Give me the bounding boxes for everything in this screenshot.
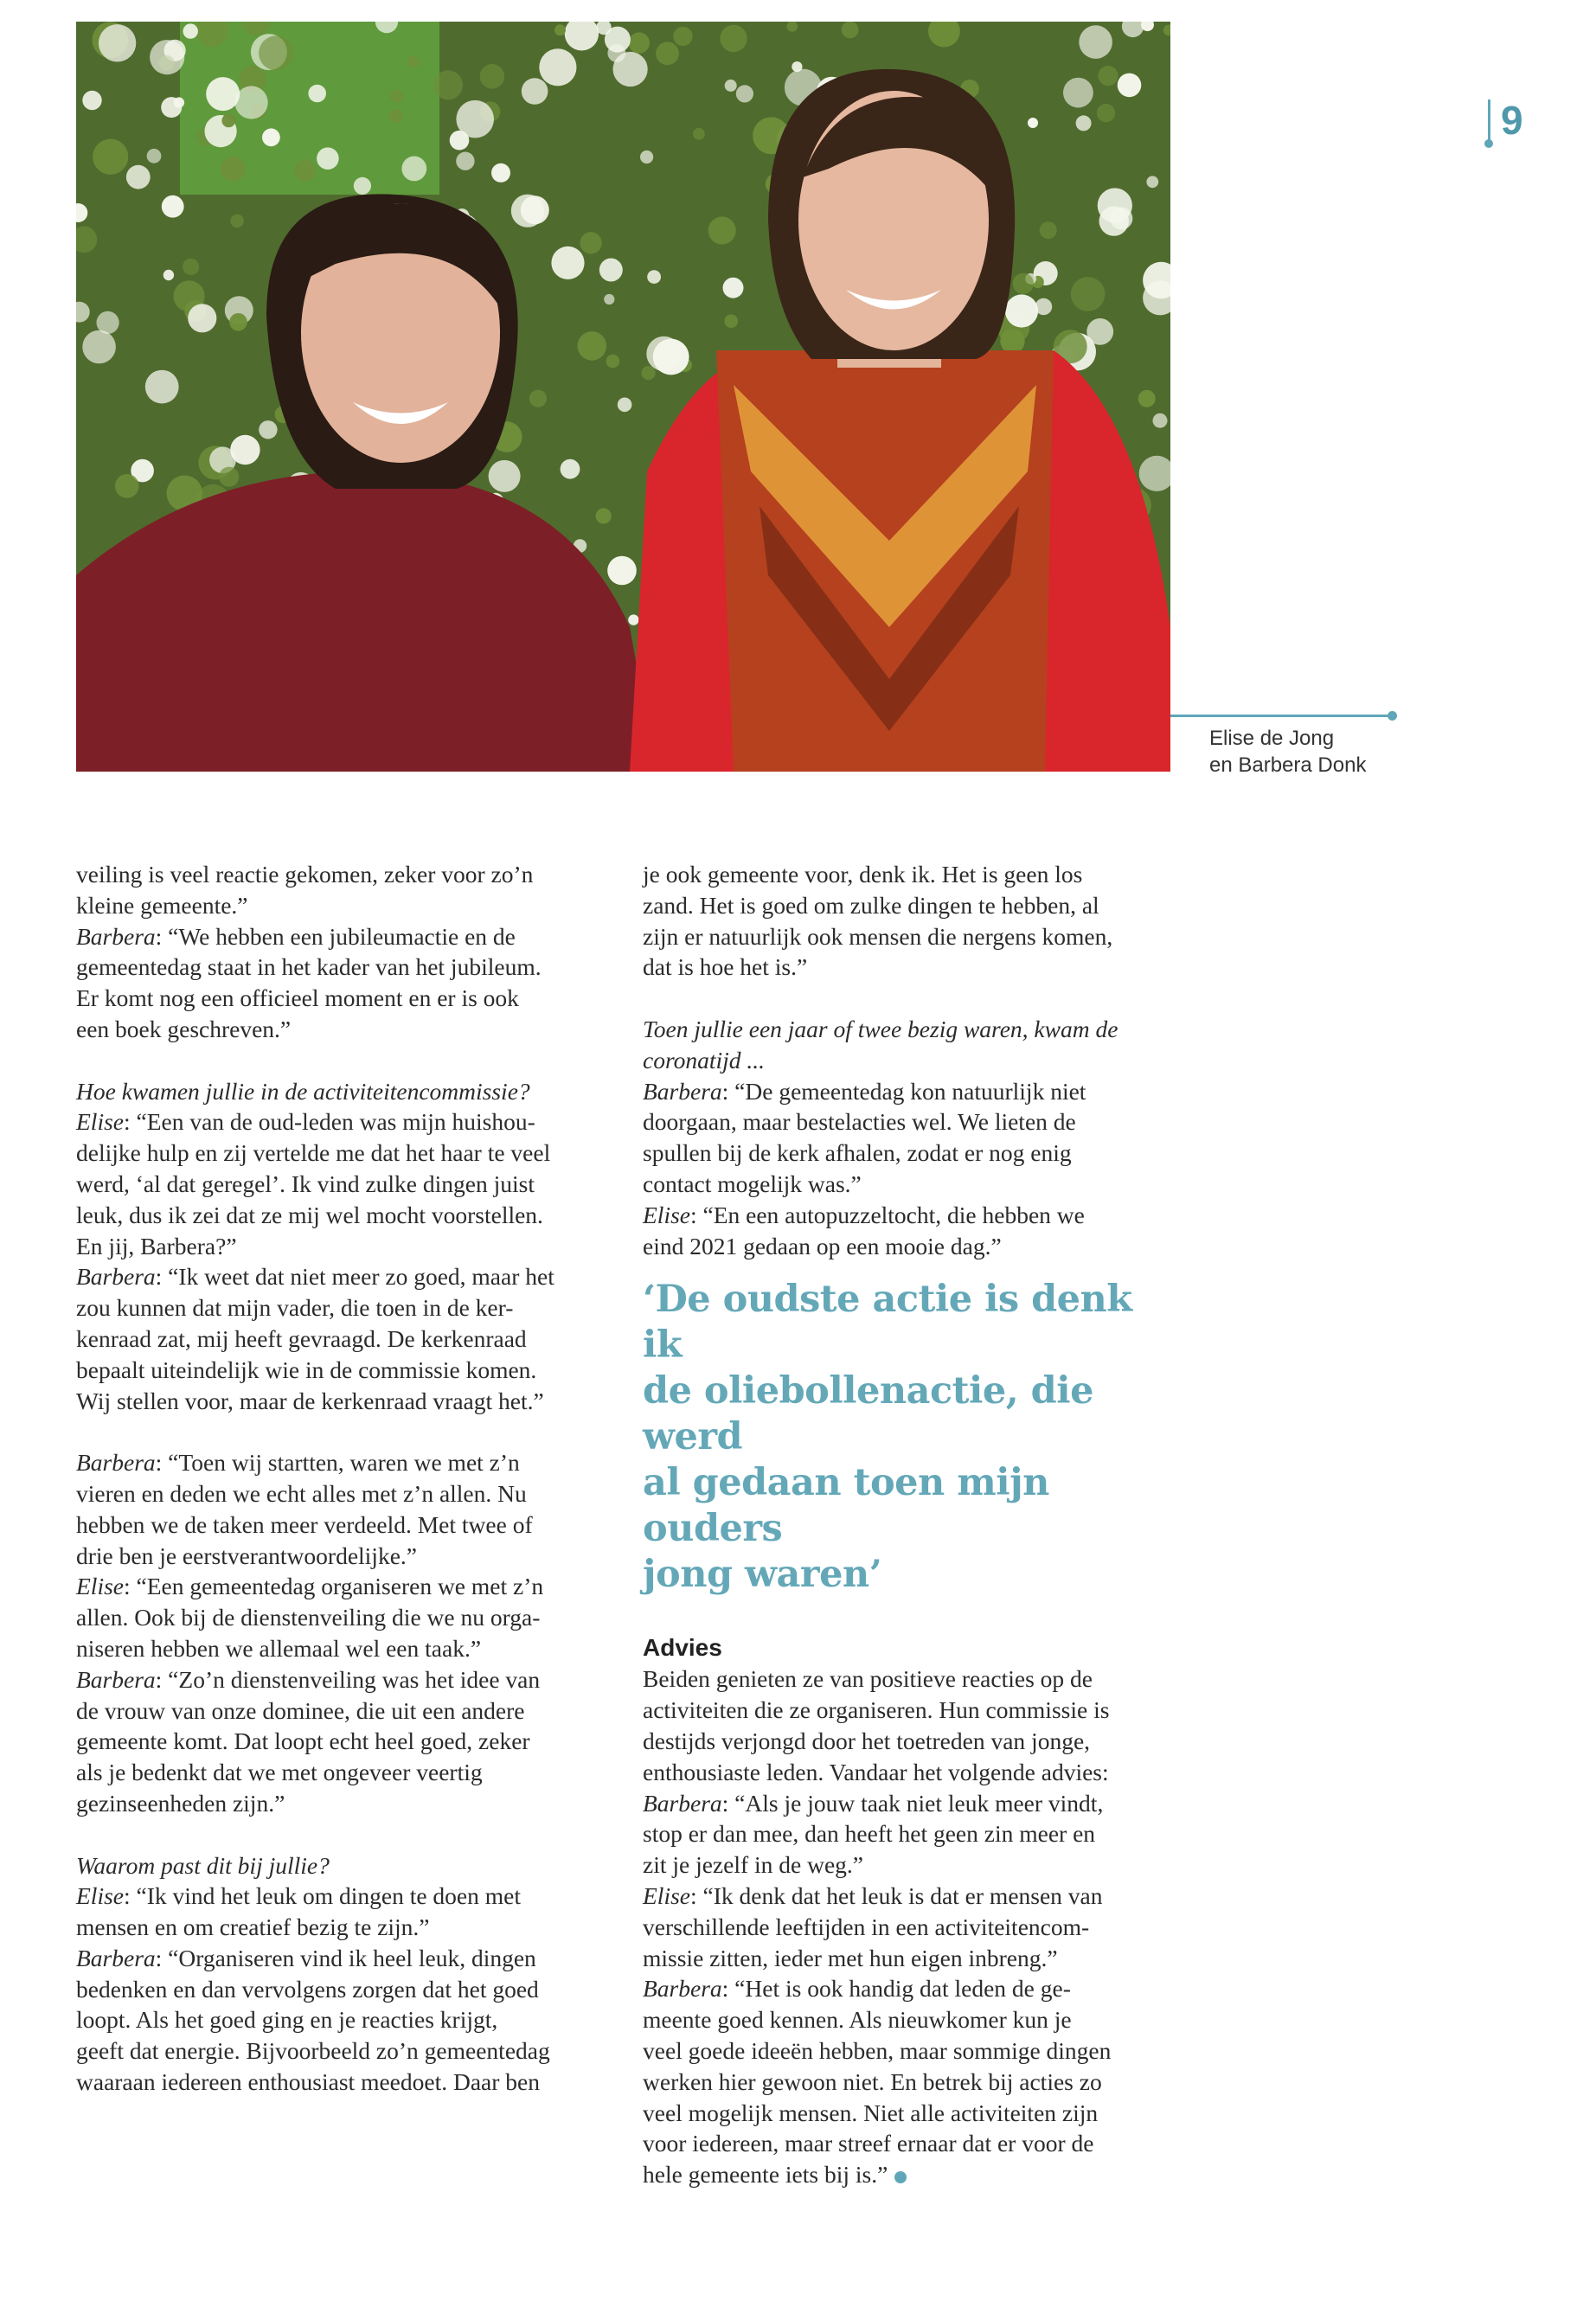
text-line	[76, 1757, 608, 1788]
speaker-name: Elise	[643, 1881, 690, 1909]
blossom-dot	[656, 42, 679, 65]
blossom-dot	[1028, 118, 1038, 128]
line-text: drie ben je eerstverantwoordelijke.”	[76, 1541, 417, 1569]
text-line	[643, 921, 1175, 952]
text-line	[76, 859, 608, 890]
blossom-dot	[162, 195, 184, 218]
speaker-name: Elise	[76, 1573, 124, 1600]
text-line	[76, 1355, 608, 1386]
blossom-dot	[229, 313, 247, 331]
line-text: Wij stellen voor, maar de kerkenraad vraagt het.”	[76, 1387, 544, 1414]
text-line	[643, 859, 1175, 890]
line-text: eind 2021 gedaan op een mooie dag.”	[643, 1232, 1002, 1259]
blossom-dot	[388, 109, 402, 123]
paragraph-gap	[76, 1819, 608, 1850]
speaker-name: Barbera	[76, 1665, 156, 1693]
blossom-dot	[554, 24, 566, 35]
line-text: veel goede ideeën hebben, maar sommige dingen	[643, 2036, 1112, 2064]
text-line	[643, 1849, 1175, 1881]
pull-quote	[643, 1277, 1175, 1598]
line-text: de vrouw van onze dominee, die uit een andere	[76, 1696, 525, 1724]
blossom-dot	[1146, 176, 1158, 188]
blossom-dot	[489, 460, 521, 492]
blossom-dot	[1079, 25, 1112, 59]
line-text: hele gemeente iets bij is.”	[643, 2161, 888, 2189]
text-line	[643, 2035, 1175, 2067]
text-line	[76, 2004, 608, 2035]
blossom-dot	[580, 232, 601, 253]
line-text: delijke hulp en zij vertelde me dat het haar te veel	[76, 1139, 551, 1167]
text-line	[76, 890, 608, 921]
blossom-dot	[262, 128, 280, 146]
text-line	[76, 1602, 608, 1633]
blossom-dot	[693, 128, 705, 140]
line-text: stop er dan mee, dan heeft het geen zin meer en	[643, 1820, 1096, 1848]
blossom-dot	[724, 314, 738, 328]
blossom-dot	[401, 157, 426, 182]
text-line	[643, 1788, 1175, 1819]
line-text: zou kunnen dat mijn vader, die toen in de ker-	[76, 1294, 514, 1322]
text-line	[643, 1912, 1175, 1943]
blossom-dot	[308, 85, 326, 103]
text-line	[76, 1943, 608, 1974]
text-line	[643, 2004, 1175, 2035]
blossom-dot	[163, 270, 174, 280]
speaker-name: Barbera	[643, 1789, 722, 1817]
text-line	[76, 1633, 608, 1664]
blossom-dot	[1086, 318, 1113, 345]
blossom-dot	[491, 163, 510, 183]
portrait-illustration	[76, 22, 1170, 772]
blossom-dot	[1000, 329, 1024, 353]
interview-question: Toen jullie een jaar of twee bezig waren, kwam de	[643, 1015, 1118, 1042]
blossom-dot	[647, 270, 661, 284]
text-line	[76, 1695, 608, 1727]
blossom-dot	[82, 91, 101, 110]
speaker-name: Barbera	[643, 1975, 722, 2003]
section-heading-advies: Advies	[643, 1634, 722, 1662]
blossom-dot	[736, 85, 753, 102]
caption-line-1: Elise de Jong	[1209, 727, 1335, 750]
interview-question: Hoe kwamen jullie in de activiteitencommissie?	[76, 1077, 530, 1105]
blossom-dot	[433, 70, 463, 99]
blossom-dot	[1076, 115, 1092, 131]
text-line	[76, 983, 608, 1014]
text-line	[643, 1231, 1175, 1262]
page-number-text: 9	[1501, 98, 1523, 143]
line-text: zit je jezelf in de weg.”	[643, 1851, 864, 1879]
line-text: gemeentedag staat in het kader van het jubileum.	[76, 953, 542, 981]
line-text: : “Organiseren vind ik heel leuk, dingen	[155, 1944, 536, 1971]
blossom-dot	[596, 508, 612, 523]
line-text: veel mogelijk mensen. Niet alle activiteiten zijn	[643, 2099, 1099, 2126]
blossom-dot	[1071, 277, 1106, 311]
speaker-name: Barbera	[76, 1263, 156, 1291]
blossom-dot	[1118, 74, 1142, 98]
interview-question: coronatijd ...	[643, 1046, 766, 1074]
blossom-dot	[480, 64, 505, 89]
line-text: doorgaan, maar bestelacties wel. We lieten de	[643, 1108, 1076, 1136]
blossom-dot	[1153, 413, 1168, 428]
speaker-name: Elise	[643, 1201, 690, 1228]
line-text: spullen bij de kerk afhalen, zodat er nog enig	[643, 1139, 1072, 1167]
text-line	[643, 1695, 1175, 1726]
blossom-dot	[653, 339, 689, 375]
line-text: : “Een van de oud-leden was mijn huishou-	[124, 1108, 535, 1136]
right-column-top-text	[643, 859, 1175, 1261]
blossom-dot	[174, 97, 184, 107]
text-line	[76, 1509, 608, 1541]
speaker-name: Elise	[76, 1882, 124, 1910]
text-line	[643, 1200, 1175, 1231]
text-line	[76, 952, 608, 983]
text-line	[76, 1106, 608, 1138]
text-line	[76, 1386, 608, 1417]
text-line	[643, 2067, 1175, 2098]
line-text: je ook gemeente voor, denk ik. Het is geen los	[643, 861, 1083, 888]
blossom-dot	[641, 366, 655, 380]
blossom-dot	[235, 86, 268, 119]
page-number	[1488, 95, 1523, 145]
blossom-dot	[1013, 273, 1034, 294]
text-line	[643, 1943, 1175, 1974]
blossom-dot	[629, 32, 650, 53]
blossom-dot	[317, 147, 339, 170]
text-line	[76, 1881, 608, 1912]
speaker-name: Barbera	[76, 922, 156, 950]
photo-caption	[1209, 725, 1434, 779]
blossom-dot	[230, 215, 244, 228]
line-text: missie zitten, ieder met hun eigen inbreng.”	[643, 1944, 1058, 1971]
blossom-dot	[673, 27, 692, 46]
line-text: bepaalt uiteindelijk wie in de commissie komen.	[76, 1356, 537, 1383]
line-text: mensen en om creatief bezig te zijn.”	[76, 1913, 430, 1941]
blossom-dot	[618, 398, 632, 413]
paragraph-gap	[643, 983, 1175, 1014]
line-text: werken hier gewoon niet. En betrek bij acties zo	[643, 2067, 1102, 2095]
line-text: : “Als je jouw taak niet leuk meer vindt,	[721, 1789, 1104, 1817]
blossom-dot	[456, 152, 474, 170]
blossom-dot	[93, 139, 128, 175]
line-text: : “Toen wij startten, waren we met z’n	[155, 1449, 520, 1477]
blossom-dot	[628, 614, 638, 625]
text-line	[643, 1169, 1175, 1200]
blossom-dot	[842, 22, 859, 38]
blossom-dot	[604, 294, 614, 304]
line-text: : “Zo’n dienstenveiling was het idee van	[155, 1665, 541, 1693]
text-line	[76, 1974, 608, 2005]
text-line	[643, 1663, 1175, 1695]
paragraph-gap	[76, 1416, 608, 1447]
blossom-dot	[97, 311, 119, 334]
blossom-dot	[1138, 390, 1156, 407]
line-text: : “Het is ook handig dat leden de ge-	[721, 1975, 1071, 2003]
text-line	[643, 890, 1175, 921]
blossom-dot	[407, 55, 420, 67]
blossom-dot	[1097, 104, 1115, 122]
line-text: leuk, dus ik zei dat ze mij wel mocht voorstellen.	[76, 1201, 543, 1228]
text-line	[643, 1138, 1175, 1169]
left-text-column	[76, 859, 608, 2098]
line-text: waaraan iedereen enthousiast meedoet. Daar ben	[76, 2068, 540, 2096]
blossom-dot	[354, 177, 371, 195]
line-text: voor iedereen, maar streef ernaar dat er voor de	[643, 2130, 1094, 2157]
blossom-dot	[539, 48, 576, 86]
page-number-marker	[1488, 99, 1490, 141]
line-text: : “Ik denk dat het leuk is dat er mensen van	[690, 1881, 1103, 1909]
line-text: : “En een autopuzzeltocht, die hebben we	[690, 1201, 1085, 1228]
blossom-dot	[1098, 66, 1118, 86]
line-text: een boek geschreven.”	[76, 1015, 292, 1042]
blossom-dot	[219, 467, 239, 487]
caption-leader-line	[1170, 715, 1392, 717]
blossom-dot	[126, 165, 151, 189]
text-line	[643, 1106, 1175, 1138]
blossom-dot	[115, 474, 139, 498]
line-text: : “Een gemeentedag organiseren we met z’n	[124, 1573, 544, 1600]
line-text: : “We hebben een jubileumactie en de	[155, 922, 516, 950]
blossom-dot	[708, 216, 736, 244]
line-text: meente goed kennen. Als nieuwkomer kun je	[643, 2006, 1072, 2034]
blossom-dot	[456, 100, 494, 138]
text-line	[643, 2098, 1175, 2129]
speaker-name: Barbera	[76, 1944, 156, 1971]
blossom-dot	[99, 24, 136, 61]
speaker-name: Barbera	[76, 1449, 156, 1477]
line-text: Beiden genieten ze van positieve reacties op de	[643, 1665, 1093, 1693]
line-text: kenraad zat, mij heeft gevraagd. De kerkenraad	[76, 1324, 527, 1352]
speaker-name: Barbera	[643, 1077, 722, 1105]
blossom-dot	[147, 149, 162, 163]
text-line	[76, 1788, 608, 1819]
text-line	[643, 1818, 1175, 1849]
line-text: dat is hoe het is.”	[643, 953, 808, 981]
text-line	[643, 1076, 1175, 1107]
text-line	[643, 1973, 1175, 2004]
line-text: kleine gemeente.”	[76, 891, 248, 919]
line-text: En jij, Barbera?”	[76, 1232, 237, 1259]
text-line	[76, 1912, 608, 1943]
blossom-dot	[183, 23, 198, 38]
line-text: zand. Het is goed om zulke dingen te hebben, al	[643, 891, 1099, 919]
text-line	[76, 1664, 608, 1695]
blossom-dot	[599, 259, 623, 282]
line-text: : “De gemeentedag kon natuurlijk niet	[721, 1077, 1086, 1105]
line-text: destijds verjongd door het toetreden van jonge,	[643, 1727, 1091, 1754]
blossom-dot	[1040, 221, 1057, 239]
line-text: gezinseenheden zijn.”	[76, 1789, 285, 1817]
text-line	[76, 1231, 608, 1262]
text-line	[76, 1014, 608, 1045]
text-line	[643, 1726, 1175, 1757]
line-text: verschillende leeftijden in een activiteitencom-	[643, 1913, 1090, 1940]
speaker-name: Elise	[76, 1108, 124, 1136]
question-line	[643, 1014, 1175, 1045]
blossom-dot	[259, 35, 293, 70]
line-text: niseren hebben we allemaal wel een taak.”	[76, 1634, 482, 1662]
line-text: contact mogelijk was.”	[643, 1170, 862, 1197]
blossom-dot	[188, 304, 216, 332]
blossom-dot	[551, 247, 584, 279]
line-text: bedenken en dan vervolgens zorgen dat het goed	[76, 1975, 539, 2003]
line-text: veiling is veel reactie gekomen, zeker voor zo’n	[76, 861, 534, 888]
blossom-dot	[183, 259, 199, 275]
text-line	[76, 2035, 608, 2067]
text-line	[76, 1292, 608, 1324]
text-line	[76, 2067, 608, 2098]
blossom-dot	[522, 78, 548, 105]
blossom-dot	[720, 25, 747, 52]
pull-quote-line: ‘De oudste actie is denk ik	[643, 1278, 1132, 1368]
caption-line-2: en Barbera Donk	[1209, 753, 1367, 777]
blossom-dot	[561, 459, 580, 479]
text-line	[76, 1200, 608, 1231]
blossom-dot	[529, 390, 547, 407]
pull-quote-line: de oliebollenactie, die werd	[643, 1369, 1093, 1459]
blossom-dot	[723, 278, 744, 298]
blossom-dot	[294, 160, 316, 182]
line-text: : “Ik weet dat niet meer zo goed, maar het	[155, 1263, 554, 1291]
text-line	[76, 1447, 608, 1478]
text-line	[643, 1757, 1175, 1788]
blossom-dot	[606, 355, 620, 369]
text-line	[643, 2159, 1175, 2190]
blossom-dot	[1005, 294, 1038, 327]
blossom-dot	[259, 420, 277, 439]
blossom-dot	[640, 151, 653, 163]
text-line	[76, 1726, 608, 1757]
line-text: loopt. Als het goed ging en je reacties krijgt,	[76, 2006, 498, 2034]
line-text: geeft dat energie. Bijvoorbeeld zo’n gemeentedag	[76, 2037, 550, 2065]
text-line	[76, 1478, 608, 1509]
line-text: Er komt nog een officieel moment en er is ook	[76, 984, 519, 1012]
blossom-dot	[150, 40, 184, 74]
text-line	[76, 1571, 608, 1602]
text-line	[643, 1881, 1175, 1912]
blossom-dot	[578, 331, 607, 361]
question-line	[76, 1850, 608, 1881]
paragraph-gap	[76, 1045, 608, 1076]
line-text: activiteiten die ze organiseren. Hun commissie is	[643, 1696, 1110, 1724]
portrait-photo	[76, 22, 1170, 772]
text-line	[76, 1541, 608, 1572]
text-line	[76, 921, 608, 952]
blossom-dot	[725, 80, 737, 92]
line-text: als je bedenkt dat we met ongeveer veertig	[76, 1759, 483, 1786]
text-line	[76, 1261, 608, 1292]
blossom-dot	[206, 77, 240, 111]
line-text: enthousiaste leden. Vandaar het volgende advies:	[643, 1758, 1109, 1785]
line-text: vieren en deden we echt alles met z’n allen. Nu	[76, 1479, 527, 1507]
blossom-dot	[82, 330, 116, 364]
line-text: zijn er natuurlijk ook mensen die nergens komen,	[643, 922, 1113, 950]
blossom-dot	[221, 157, 245, 181]
line-text: : “Ik vind het leuk om dingen te doen met	[124, 1882, 521, 1910]
question-line	[76, 1076, 608, 1107]
blossom-dot	[221, 114, 235, 128]
blossom-dot	[145, 370, 179, 404]
line-text: hebben we de taken meer verdeeld. Met twee of	[76, 1510, 533, 1538]
right-text-column	[643, 859, 1175, 2190]
line-text: gemeente komt. Dat loopt echt heel goed, zeker	[76, 1727, 530, 1755]
text-line	[76, 1138, 608, 1169]
line-text: werd, ‘al dat geregel’. Ik vind zulke dingen juist	[76, 1170, 535, 1197]
question-line	[643, 1045, 1175, 1076]
line-text: allen. Ook bij de dienstenveiling die we nu orga-	[76, 1604, 541, 1631]
blossom-dot	[1099, 206, 1129, 235]
text-line	[643, 952, 1175, 983]
blossom-dot	[607, 556, 637, 586]
right-column-bottom-text	[643, 1663, 1175, 2190]
interview-question: Waarom past dit bij jullie?	[76, 1851, 330, 1879]
end-of-article-dot	[894, 2171, 907, 2183]
text-line	[643, 2128, 1175, 2159]
blossom-dot	[390, 90, 404, 104]
blossom-dot	[1063, 78, 1093, 108]
blossom-dot	[521, 195, 549, 224]
pull-quote-line: al gedaan toen mijn ouders	[643, 1461, 1049, 1551]
text-line	[76, 1169, 608, 1200]
text-line	[76, 1324, 608, 1355]
pull-quote-line: jong waren’	[643, 1553, 882, 1597]
